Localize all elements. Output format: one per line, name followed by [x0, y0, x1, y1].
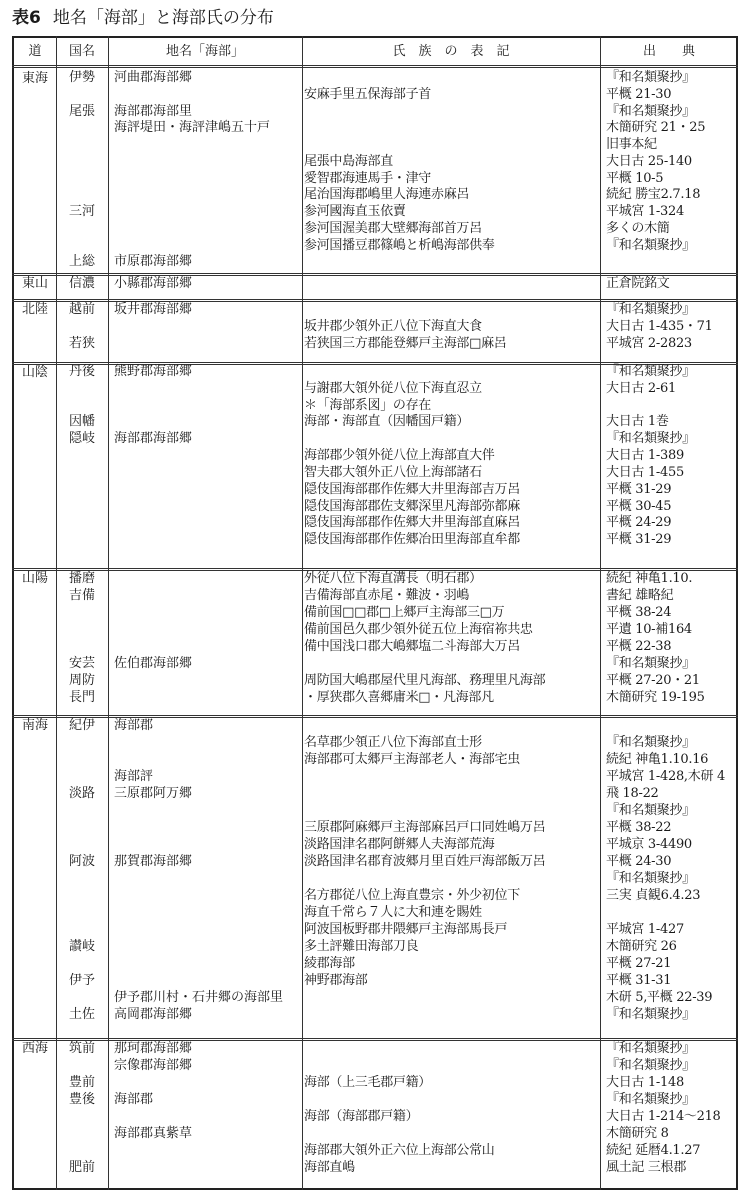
- place-name-cell: [114, 734, 304, 751]
- place-name-cell: 高岡郡海部郷: [114, 1007, 193, 1022]
- clan-notation-cell: [304, 104, 598, 121]
- province-cell: 因幡: [68, 414, 95, 430]
- clan-notation-cell: 備前国邑久郡少領外従五位上海宿祢共忠: [304, 622, 533, 637]
- source-cell: 木簡研究 8: [606, 1126, 669, 1141]
- source-column: [606, 1040, 736, 1176]
- province-cell: [58, 499, 106, 516]
- clan-notation-cell: [304, 1125, 598, 1142]
- province-cell: 吉備: [68, 588, 95, 603]
- province-cell: [58, 398, 106, 415]
- province-cell: 豊前: [68, 1075, 95, 1090]
- source-cell: 平概 30-45: [606, 498, 672, 514]
- clan-notation-cell: [304, 768, 598, 785]
- region-name: 東海: [21, 71, 48, 86]
- place-name-cell: [114, 672, 304, 689]
- source-cell: 木簡研究 21・25: [606, 120, 706, 136]
- table-title: 地名「海部」と海部氏の分布: [52, 8, 274, 28]
- province-column: [58, 364, 106, 566]
- source-cell: 平概 22-38: [606, 639, 672, 654]
- place-name-cell: 市原郡海部郷: [114, 254, 193, 270]
- province-cell: [58, 549, 106, 566]
- source-cell: 平概 21-30: [606, 86, 672, 102]
- clan-notation-cell: [304, 254, 598, 271]
- clan-notation-cell: [304, 717, 598, 734]
- province-cell: 伊予: [68, 973, 95, 988]
- province-cell: [58, 921, 106, 938]
- clan-notation-cell: 海部・海部直（因幡国戸籍）: [304, 414, 470, 430]
- source-cell: 平城宮 1-324: [606, 204, 684, 219]
- place-name-cell: [114, 621, 304, 638]
- source-cell: 正倉院銘文: [606, 276, 670, 291]
- place-name-column: [114, 570, 304, 706]
- place-name-cell: [114, 465, 304, 482]
- place-name-cell: [114, 171, 304, 188]
- source-cell: [606, 549, 736, 566]
- source-cell: 大日古 1-435・71: [606, 319, 713, 334]
- source-cell: 『和名類聚抄』: [606, 431, 695, 447]
- clan-notation-cell: [304, 785, 598, 802]
- place-name-column: [114, 70, 304, 271]
- clan-notation-cell: 隠伎国海部郡作佐郷大井里海部吉万呂: [304, 481, 520, 497]
- clan-notation-cell: 多土評難田海部刀良: [304, 939, 419, 954]
- province-cell: [58, 448, 106, 465]
- province-cell: [58, 621, 106, 638]
- source-cell: 続紀 神亀1.10.: [606, 571, 693, 586]
- place-name-cell: [114, 870, 304, 887]
- province-cell: [58, 1125, 106, 1142]
- place-name-cell: 坂井郡海部郷: [114, 302, 193, 317]
- province-cell: [58, 532, 106, 549]
- clan-notation-cell: 備中国浅口郡大嶋郷塩二斗海部大万呂: [304, 639, 520, 654]
- source-cell: 平遺 10-補164: [606, 622, 692, 637]
- clan-notation-cell: 参河國海直玉依賣: [304, 204, 406, 219]
- place-name-cell: [114, 836, 304, 853]
- province-cell: [58, 137, 106, 154]
- province-column: [58, 570, 106, 706]
- place-name-cell: [114, 515, 304, 532]
- source-cell: 平概 38-24: [606, 605, 672, 620]
- source-cell: 平城京 3-4490: [606, 837, 692, 852]
- clan-notation-cell: 海部郡可太郷戸主海部老人・海部宅虫: [304, 752, 520, 767]
- clan-notation-cell: 備前国□□郡□上郷戸主海部三□万: [304, 605, 505, 620]
- place-name-cell: [114, 87, 304, 104]
- place-name-cell: [114, 1074, 304, 1091]
- source-cell: 書紀 雄略紀: [606, 588, 674, 603]
- clan-notation-column: [304, 570, 598, 706]
- province-cell: 上総: [68, 254, 95, 270]
- province-column: [58, 1040, 106, 1176]
- place-name-cell: [114, 221, 304, 238]
- clan-notation-cell: 吉備海部直赤尾・難波・羽嶋: [304, 588, 470, 603]
- clan-notation-cell: 神野郡海部: [304, 973, 368, 988]
- source-cell: 平概 24-30: [606, 854, 672, 869]
- source-cell: 続紀 神亀1.10.16: [606, 752, 709, 767]
- clan-notation-cell: [304, 301, 598, 318]
- province-cell: [58, 171, 106, 188]
- province-cell: 豊後: [68, 1092, 95, 1107]
- clan-notation-cell: [304, 989, 598, 1006]
- header-chimei: 地名「海部」: [165, 44, 244, 59]
- province-column: [58, 70, 106, 271]
- province-cell: [58, 515, 106, 532]
- source-cell: 三実 貞観6.4.23: [606, 888, 701, 903]
- source-cell: 大日古 1巻: [606, 414, 669, 430]
- clan-notation-cell: 海直千常ら７人に大和連を賜姓: [304, 905, 482, 920]
- source-cell: 『和名類聚抄』: [606, 871, 695, 886]
- clan-notation-cell: 智夫郡大領外正八位上海部諸石: [304, 464, 482, 480]
- clan-notation-cell: 名方郡従八位上海直豊宗・外少初位下: [304, 888, 520, 903]
- clan-notation-cell: [304, 431, 598, 448]
- province-cell: [58, 638, 106, 655]
- source-column: [606, 275, 736, 292]
- province-column: [58, 275, 106, 292]
- place-name-cell: 小縣郡海部郷: [114, 276, 193, 291]
- clan-notation-cell: [304, 137, 598, 154]
- province-cell: [58, 482, 106, 499]
- column-divider: [56, 36, 57, 1190]
- province-cell: 紀伊: [68, 718, 95, 733]
- place-name-column: [114, 1040, 304, 1176]
- source-cell: [606, 904, 736, 921]
- clan-notation-column: [304, 70, 598, 271]
- province-cell: [58, 381, 106, 398]
- source-cell: 大日古 1-455: [606, 464, 684, 480]
- header-do: 道: [28, 44, 42, 59]
- source-cell: [606, 254, 736, 271]
- source-cell: 大日古 1-389: [606, 448, 684, 464]
- source-cell: 『和名類聚抄』: [606, 103, 695, 119]
- province-cell: [58, 87, 106, 104]
- source-cell: 『和名類聚抄』: [606, 302, 695, 317]
- place-name-cell: [114, 398, 304, 415]
- place-name-cell: [114, 570, 304, 587]
- clan-notation-cell: ＊「海部系図」の存在: [304, 397, 432, 413]
- source-cell: 大日古 1-214～218: [606, 1109, 721, 1124]
- source-cell: 続紀 延暦4.1.27: [606, 1143, 701, 1158]
- place-name-cell: 伊予郡川村・石井郷の海部里: [114, 990, 284, 1005]
- clan-notation-cell: [304, 655, 598, 672]
- header-shizoku: 氏 族 の 表 記: [392, 44, 510, 59]
- clan-notation-cell: [304, 1040, 598, 1057]
- table-number: 表6: [12, 8, 41, 28]
- clan-notation-cell: 若狭国三方郡能登郷戸主海部□麻呂: [304, 336, 507, 351]
- source-cell: 平概 31-31: [606, 973, 672, 988]
- province-cell: 信濃: [68, 276, 95, 291]
- clan-notation-cell: 参河国渥美郡大壁郷海部首万呂: [304, 220, 482, 236]
- clan-notation-cell: 海部（上三毛郡戸籍）: [304, 1075, 432, 1090]
- source-cell: 木研 5,平概 22-39: [606, 990, 713, 1005]
- clan-notation-cell: 淡路国津名郡育波郷月里百姓戸海部飯万呂: [304, 854, 546, 869]
- region-name: 南海: [21, 718, 48, 733]
- place-name-cell: 三原郡阿万郷: [114, 786, 193, 801]
- province-cell: 土佐: [68, 1007, 95, 1022]
- source-cell: 大日古 2-61: [606, 380, 676, 396]
- place-name-cell: [114, 1142, 304, 1159]
- province-cell: 淡路: [68, 786, 95, 801]
- province-cell: [58, 989, 106, 1006]
- clan-notation-cell: [304, 120, 598, 137]
- province-cell: 播磨: [68, 571, 95, 586]
- source-cell: 旧事本紀: [606, 137, 657, 152]
- source-cell: 『和名類聚抄』: [606, 803, 695, 818]
- clan-notation-cell: 阿波国板野郡井隈郷戸主海部馬長戸: [304, 922, 508, 937]
- province-cell: 周防: [68, 673, 95, 688]
- place-name-cell: 海部郡海部郷: [114, 431, 193, 447]
- source-cell: 『和名類聚抄』: [606, 1041, 695, 1056]
- place-name-cell: 海部郡海部里: [114, 103, 193, 119]
- province-cell: [58, 870, 106, 887]
- place-name-cell: [114, 604, 304, 621]
- clan-notation-cell: 隠伎国海部郡作佐郷冶田里海部直牟都: [304, 532, 520, 548]
- place-name-cell: 海部評: [114, 769, 154, 784]
- province-cell: [58, 154, 106, 171]
- place-name-cell: [114, 938, 304, 955]
- clan-notation-cell: 安麻手里五保海部子首: [304, 86, 432, 102]
- clan-notation-cell: [304, 1057, 598, 1074]
- province-cell: 丹後: [68, 364, 95, 379]
- place-name-cell: [114, 154, 304, 171]
- province-cell: [58, 1142, 106, 1159]
- clan-notation-cell: [304, 802, 598, 819]
- clan-notation-cell: [304, 549, 598, 566]
- clan-notation-cell: 参河国播豆郡篠嶋と析嶋海部供奉: [304, 237, 495, 253]
- place-name-cell: [114, 137, 304, 154]
- place-name-column: [114, 364, 304, 566]
- source-cell: 続紀 勝宝2.7.18: [606, 187, 701, 203]
- clan-notation-column: [304, 364, 598, 566]
- province-cell: 若狭: [68, 336, 95, 351]
- place-name-cell: 河曲郡海部郷: [114, 70, 193, 85]
- place-name-cell: [114, 499, 304, 516]
- source-cell: 『和名類聚抄』: [606, 656, 695, 671]
- clan-notation-cell: 海部（海部郡戸籍）: [304, 1109, 419, 1124]
- source-cell: 『和名類聚抄』: [606, 1092, 695, 1107]
- clan-notation-cell: 淡路国津名郡阿餅郷人夫海部荒海: [304, 837, 495, 852]
- clan-notation-column: [304, 1040, 598, 1176]
- source-cell: 大日古 25-140: [606, 153, 692, 169]
- source-column: [606, 301, 736, 352]
- clan-notation-cell: 外従八位下海直溝長（明石郡）: [304, 571, 482, 586]
- province-cell: [58, 819, 106, 836]
- source-column: [606, 717, 736, 1023]
- source-cell: [606, 717, 736, 734]
- place-name-column: [114, 275, 304, 292]
- source-cell: 『和名類聚抄』: [606, 70, 695, 85]
- clan-notation-cell: 周防国大嶋郡屋代里凡海部、務理里凡海部: [304, 673, 546, 688]
- clan-notation-cell: [304, 870, 598, 887]
- province-cell: 肥前: [68, 1160, 95, 1175]
- clan-notation-cell: 海部郡大領外正六位上海部公常山: [304, 1143, 495, 1158]
- source-cell: 風土記 三根郡: [606, 1160, 687, 1175]
- province-cell: [58, 120, 106, 137]
- table-caption: [12, 2, 274, 34]
- clan-notation-cell: 隠伎国海部郡作佐郷大井里海部直麻呂: [304, 515, 520, 531]
- source-cell: 『和名類聚抄』: [606, 1058, 695, 1073]
- place-name-cell: 熊野郡海部郷: [114, 364, 193, 379]
- place-name-cell: [114, 532, 304, 549]
- source-cell: 木簡研究 26: [606, 939, 677, 954]
- place-name-cell: 海部郡真紫草: [114, 1126, 193, 1141]
- source-cell: 飛 18-22: [606, 786, 659, 801]
- region-name: 西海: [21, 1041, 48, 1056]
- header-shutten: 出 典: [642, 44, 695, 59]
- region-name: 東山: [21, 276, 48, 291]
- province-cell: 筑前: [68, 1041, 95, 1056]
- province-cell: [58, 904, 106, 921]
- source-cell: 平概 31-29: [606, 481, 672, 497]
- province-cell: [58, 465, 106, 482]
- place-name-cell: [114, 921, 304, 938]
- clan-notation-cell: 尾張中島海部直: [304, 153, 393, 169]
- clan-notation-cell: 与謝郡大領外従八位下海直忍立: [304, 380, 482, 396]
- place-name-cell: [114, 751, 304, 768]
- source-cell: 平城宮 2-2823: [606, 336, 692, 351]
- province-cell: 越前: [68, 302, 95, 317]
- province-cell: 隠岐: [68, 431, 95, 447]
- place-name-cell: [114, 448, 304, 465]
- place-name-cell: [114, 318, 304, 335]
- place-name-cell: 海評堤田・海評津嶋五十戸: [114, 120, 271, 136]
- place-name-cell: [114, 904, 304, 921]
- source-column: [606, 570, 736, 706]
- province-cell: 長門: [68, 690, 95, 705]
- source-cell: 平概 31-29: [606, 532, 672, 548]
- place-name-cell: 那賀郡海部郷: [114, 854, 193, 869]
- source-cell: 多くの木簡: [606, 220, 670, 236]
- province-cell: 阿波: [68, 854, 95, 869]
- source-cell: 『和名類聚抄』: [606, 1007, 695, 1022]
- place-name-cell: [114, 549, 304, 566]
- place-name-cell: [114, 204, 304, 221]
- province-cell: 讃岐: [68, 939, 95, 954]
- clan-notation-column: [304, 275, 598, 292]
- province-cell: [58, 955, 106, 972]
- place-name-cell: [114, 238, 304, 255]
- clan-notation-cell: [304, 70, 598, 87]
- clan-notation-cell: 愛智郡海連馬手・津守: [304, 170, 432, 186]
- place-name-cell: 海部郡: [114, 1092, 154, 1107]
- province-cell: [58, 887, 106, 904]
- source-column: [606, 70, 736, 271]
- province-cell: [58, 604, 106, 621]
- source-cell: 『和名類聚抄』: [606, 364, 695, 379]
- clan-notation-cell: 尾治国海郡嶋里人海連赤麻呂: [304, 187, 470, 203]
- province-cell: [58, 836, 106, 853]
- place-name-cell: [114, 689, 304, 706]
- source-cell: 平概 27-21: [606, 956, 672, 971]
- place-name-cell: [114, 482, 304, 499]
- source-cell: 平概 10-5: [606, 170, 664, 186]
- place-name-cell: [114, 587, 304, 604]
- source-cell: 平概 38-22: [606, 820, 672, 835]
- place-name-cell: [114, 1159, 304, 1176]
- place-name-cell: [114, 972, 304, 989]
- place-name-cell: [114, 638, 304, 655]
- clan-notation-cell: [304, 275, 598, 292]
- region-name: 北陸: [21, 302, 48, 317]
- source-cell: 平概 24-29: [606, 515, 672, 531]
- header-kuni: 国名: [68, 44, 95, 59]
- province-cell: [58, 318, 106, 335]
- source-column: [606, 364, 736, 566]
- province-column: [58, 717, 106, 1023]
- source-cell: 『和名類聚抄』: [606, 735, 695, 750]
- place-name-column: [114, 301, 304, 352]
- province-cell: [58, 1108, 106, 1125]
- place-name-cell: [114, 1108, 304, 1125]
- province-column: [58, 301, 106, 352]
- clan-notation-cell: 綾郡海部: [304, 956, 355, 971]
- place-name-cell: [114, 955, 304, 972]
- place-name-cell: [114, 381, 304, 398]
- clan-notation-cell: ・厚狭郡久喜郷庸米□・凡海部凡: [304, 690, 494, 705]
- clan-notation-cell: 海部直嶋: [304, 1160, 355, 1175]
- province-cell: [58, 238, 106, 255]
- clan-notation-cell: [304, 1006, 598, 1023]
- province-cell: 安芸: [68, 656, 95, 671]
- place-name-cell: 佐伯郡海部郷: [114, 656, 193, 671]
- place-name-cell: [114, 414, 304, 431]
- source-cell: 平概 27-20・21: [606, 673, 700, 688]
- place-name-cell: [114, 819, 304, 836]
- column-divider: [600, 36, 601, 1190]
- province-cell: [58, 802, 106, 819]
- place-name-cell: 宗像郡海部郷: [114, 1058, 193, 1073]
- province-cell: [58, 1057, 106, 1074]
- place-name-column: [114, 717, 304, 1023]
- source-cell: 平城宮 1-428,木研 4: [606, 769, 725, 784]
- clan-notation-cell: 坂井郡少領外正八位下海直大食: [304, 319, 482, 334]
- source-cell: 木簡研究 19-195: [606, 690, 705, 705]
- province-cell: 三河: [68, 204, 95, 219]
- region-name: 山陰: [21, 365, 48, 380]
- clan-notation-cell: 隠伎国海部郡佐支郷深里凡海部弥都麻: [304, 498, 520, 514]
- source-cell: [606, 398, 736, 415]
- place-name-cell: [114, 887, 304, 904]
- source-cell: 大日古 1-148: [606, 1075, 684, 1090]
- clan-notation-cell: [304, 364, 598, 381]
- place-name-cell: 那珂郡海部郷: [114, 1041, 193, 1056]
- clan-notation-cell: 名草郡少領正八位下海部直士形: [304, 735, 482, 750]
- province-cell: 伊勢: [68, 70, 95, 85]
- place-name-cell: [114, 335, 304, 352]
- clan-notation-cell: 三原郡阿麻郷戸主海部麻呂戸口同姓嶋万呂: [304, 820, 546, 835]
- province-cell: [58, 187, 106, 204]
- province-cell: [58, 734, 106, 751]
- province-cell: [58, 768, 106, 785]
- source-cell: 平城宮 1-427: [606, 922, 684, 937]
- clan-notation-column: [304, 717, 598, 1023]
- province-cell: [58, 751, 106, 768]
- province-cell: 尾張: [68, 103, 95, 119]
- clan-notation-cell: [304, 1091, 598, 1108]
- region-name: 山陽: [21, 571, 48, 586]
- place-name-cell: 海部郡: [114, 718, 154, 733]
- province-cell: [58, 221, 106, 238]
- header-separator: [12, 65, 738, 68]
- source-cell: 『和名類聚抄』: [606, 237, 695, 253]
- place-name-cell: [114, 187, 304, 204]
- clan-notation-cell: 海部郡少領外従八位上海部直大伴: [304, 448, 495, 464]
- place-name-cell: [114, 802, 304, 819]
- clan-notation-column: [304, 301, 598, 352]
- column-divider: [108, 36, 109, 1190]
